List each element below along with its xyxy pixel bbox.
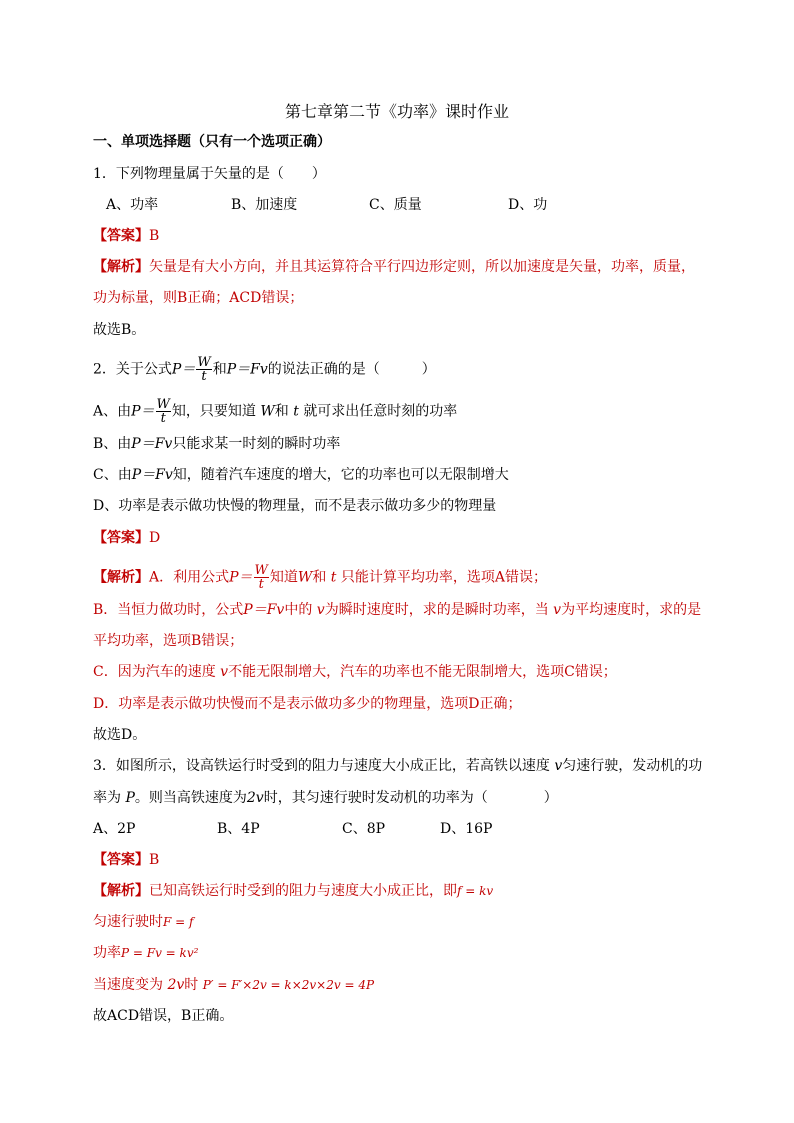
q2-analysis-a: 【解析】A．利用公式P＝ $\frac{W}{t}$ 知道W和 t 只能计算平均功率，选项A错误；	[93, 563, 547, 592]
formula: F = f	[163, 915, 194, 929]
q3-stem-line-2: 率为 P。则当高铁速度为2v时，其匀速行驶时发动机的功率为（ ）	[93, 790, 558, 806]
q2-analysis-b: B．当恒力做功时，公式P＝Fv中的 v为瞬时速度时，求的是瞬时功率，当 v为平均速度时，求的是	[93, 602, 702, 618]
q3-option-b: B、4P	[217, 821, 260, 837]
answer-label: 【答案】	[93, 228, 149, 244]
answer-label: 【答案】	[93, 852, 149, 868]
fraction-w-over-t: $\frac{W}{t}$	[156, 397, 170, 426]
q1-stem: 1．下列物理量属于矢量的是（ ）	[93, 166, 326, 182]
q1-option-b: B、加速度	[231, 197, 298, 213]
q3-analysis-line-4: 当速度变为 2v时 P′ = F′×2v = k×2v×2v = 4P	[93, 977, 375, 993]
q2-option-b: B、由P＝Fv只能求某一时刻的瞬时功率	[93, 436, 341, 452]
fraction-w-over-t: $\frac{W}{t}$	[197, 355, 211, 384]
section-heading: 一、单项选择题（只有一个选项正确）	[93, 134, 331, 150]
formula: P = Fv = kv²	[121, 946, 199, 960]
analysis-label: 【解析】	[93, 883, 149, 899]
q3-option-c: C、8P	[342, 821, 386, 837]
q3-options	[93, 819, 702, 839]
page-title: 第七章第二节《功率》课时作业	[284, 102, 509, 121]
q1-option-d: D、功	[508, 197, 548, 213]
fraction-w-over-t: $\frac{W}{t}$	[254, 563, 268, 592]
answer-value: B	[149, 228, 160, 244]
answer-value: D	[149, 530, 161, 546]
q1-option-a: A、功率	[106, 197, 159, 213]
q1-analysis-line-2: 功为标量，则B正确；ACD错误；	[93, 290, 304, 306]
q2-analysis-d: D．功率是表示做功快慢而不是表示做功多少的物理量，选项D正确；	[93, 696, 522, 712]
q1-conclusion: 故选B。	[93, 322, 146, 338]
q2-analysis-c: C．因为汽车的速度 v不能无限制增大，汽车的功率也不能无限制增大，选项C错误；	[93, 664, 617, 680]
analysis-label: 【解析】	[93, 569, 149, 586]
q3-conclusion: 故ACD错误，B正确。	[93, 1008, 234, 1024]
q1-answer	[93, 226, 702, 246]
analysis-label: 【解析】	[93, 259, 149, 275]
q3-analysis-line-1: 【解析】已知高铁运行时受到的阻力与速度大小成正比，即f = kv	[93, 883, 494, 899]
q1-options	[106, 195, 702, 215]
q3-stem-line-1: 3．如图所示，设高铁运行时受到的阻力与速度大小成正比，若高铁以速度 v匀速行驶，发动机的功	[93, 758, 703, 774]
formula: f = kv	[457, 884, 494, 898]
q2-option-a: A、由P＝ $\frac{W}{t}$ 知，只要知道 W和 t 就可求出任意时刻的功率	[93, 397, 458, 426]
q3-analysis-line-2: 匀速行驶时F = f	[93, 914, 194, 930]
q1-option-c: C、质量	[369, 197, 422, 213]
q3-option-d: D、16P	[440, 821, 493, 837]
q2-option-d: D、功率是表示做功快慢的物理量，而不是表示做功多少的物理量	[93, 498, 497, 514]
q3-answer	[93, 850, 702, 870]
formula: P′ = F′×2v = k×2v×2v = 4P	[202, 978, 375, 992]
q2-analysis-b-cont: 平均功率，选项B错误；	[93, 633, 244, 649]
answer-value: B	[149, 852, 160, 868]
q3-option-a: A、2P	[93, 821, 136, 837]
q2-conclusion: 故选D。	[93, 727, 147, 743]
q2-answer	[93, 528, 702, 548]
q1-analysis-line-1: 【解析】矢量是有大小方向，并且其运算符合平行四边形定则，所以加速度是矢量，功率，质量，	[93, 259, 695, 275]
answer-label: 【答案】	[93, 530, 149, 546]
q2-option-c: C、由P＝Fv知，随着汽车速度的增大，它的功率也可以无限制增大	[93, 467, 509, 483]
q2-stem: 2．关于公式P＝ $\frac{W}{t}$ 和P＝Fv的说法正确的是（ ）	[93, 355, 436, 384]
q3-analysis-line-3: 功率P = Fv = kv²	[93, 945, 199, 961]
